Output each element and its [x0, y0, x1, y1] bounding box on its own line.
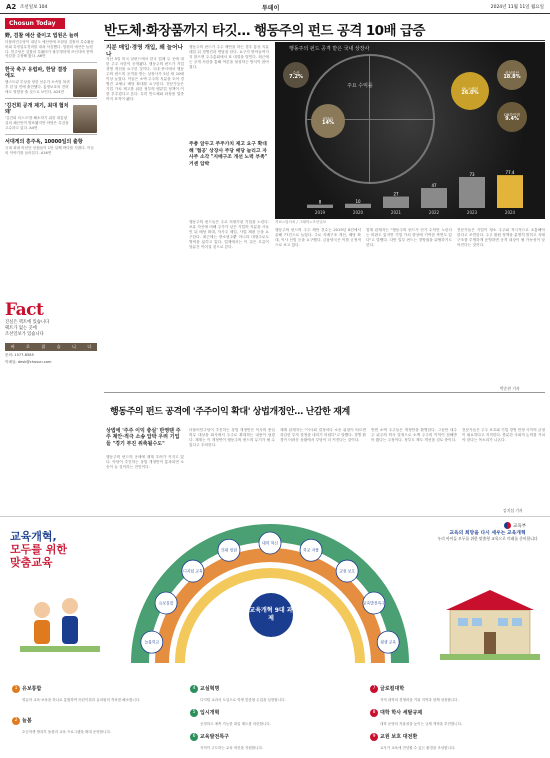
- company-bubble: [311, 104, 345, 138]
- article-column: 지난 5일 미국 알펀드에서 한국 업체 두 곳에 대한 주주 서한이 공개됐다. 행동주의 펀드가 기업 경영 개선을 요구한 것이다. 국내 증시에서 행동주의 펀드의 공격을 받는 상장사가 5년 새 10배 이상 늘었다. 이들은 소액 주주의 지분을 모아 경영진 교체나 배당 확대를 요구한다. 전문가들은 기업 가치 제고를 위한 정부의 밸류업 정책이 이를 부추겼다고 본다. 특히 반도체와 화장품 업종까지 표적이 됐다.: [106, 57, 184, 101]
- article-column: 행동주의 펀드가 주주 제안을 하는 경우 통상 지분 매입 뒤 경영진과 면담을 한다. 요구가 받아들여지지 않으면 주주총회에서 표 대결을 벌인다. 최근에는 공개 서한을 통해 여론을 형성하는 방식이 많아졌다.: [189, 45, 269, 69]
- fact-line: 진실은 펙트에 있습니다: [5, 320, 50, 325]
- main-headline: 반도체·화장품까지 타깃… 행동주의 펀드 공격 10배 급증: [104, 23, 425, 39]
- sidebar-item-title: 한국 축구 유럽파, 한달 결장에도: [5, 67, 67, 80]
- task-desc: 대학 운영의 자율성을 높이는 규제 개혁을 추진합니다.: [380, 722, 463, 726]
- task-item[interactable]: [370, 678, 540, 703]
- task-title: 교실혁명: [200, 686, 220, 692]
- chart-bar: [497, 175, 523, 208]
- section-name: 투데이: [262, 5, 280, 12]
- article-column: 재계 관계자는 "이사회 결정마다 소송 위험이 따르면 과감한 투자 결정을 내리기 어렵다"고 말했다. 경영 환경이 어려운 상황에서 부담이 더 커진다는 것이다.: [280, 428, 366, 442]
- article-column: 전문가들은 주주 보호와 기업 경영 안정 사이의 균형이 필요하다고 지적한다. 충분한 사회적 논의를 거쳐야 한다는 목소리가 나온다.: [462, 428, 545, 442]
- page-number: A2: [6, 3, 17, 11]
- bubble-value: 18.8%: [503, 74, 521, 80]
- task-number: 2: [12, 717, 20, 725]
- divider: [5, 62, 97, 63]
- ring-label: 주요 수익률: [347, 83, 373, 89]
- photo-caption: 자료=딥서치 / 그래픽=조선일보: [275, 220, 327, 224]
- ministry-name: 교육부: [513, 523, 527, 529]
- article-column: 행동주의 펀드의 주주 제안 건수는 2019년 8건에서 올해 77건으로 늘었다. 주로 지배구조 개선, 배당 확대, 이사 선임 등을 요구했다. 금융당국은 이를 긍정적으로 보고 있다.: [275, 228, 361, 247]
- task-item[interactable]: [190, 702, 360, 727]
- sidebar-item-title: 서대게의 흥주욕, 10000일의 출항: [5, 139, 83, 146]
- arc-item-label: 교권 보호: [339, 568, 356, 574]
- task-item[interactable]: [190, 726, 360, 751]
- bubble-value: 7.2%: [289, 74, 303, 80]
- sidebar-item[interactable]: [5, 67, 97, 94]
- fact-logo: Fact: [5, 300, 44, 320]
- sidebar-item-title: '김건희 공개 제기, 최대 협치 돼': [5, 103, 69, 116]
- ad-slogan-text: 우리 아이들 모두를 위한 맞춤형 교육으로 미래를 준비합니다: [437, 536, 538, 541]
- task-number: 9: [370, 733, 378, 741]
- bubble-name: 수산: [292, 70, 300, 75]
- contact-email[interactable]: 이메일: desk@chosun.com: [5, 359, 52, 364]
- byline: 김지섭 기자: [503, 508, 523, 513]
- chart-bar: [421, 188, 447, 208]
- task-item[interactable]: [370, 726, 540, 751]
- masthead: [0, 0, 550, 14]
- fact-promo: [5, 300, 97, 395]
- bubble-name: DB하이텍: [504, 112, 520, 117]
- chart-value-label: 47: [431, 183, 437, 189]
- company-bubble: [497, 60, 527, 90]
- bubble-value: 9.4%: [505, 116, 519, 122]
- arc-item-label: 의대 정원: [221, 547, 237, 553]
- thumbnail-image: [73, 105, 97, 133]
- task-desc: 지역 대학의 경쟁력을 키워 지역과 함께 성장합니다.: [380, 698, 459, 702]
- task-number: 8: [370, 709, 378, 717]
- article-headline: 행동주의 펀드 공격에 '주주이익 확대' 상법개정안… 난감한 재계: [110, 407, 350, 417]
- task-desc: 지역이 주도하는 교육 혁신을 지원합니다.: [200, 746, 264, 750]
- task-desc: 공정하고 예측 가능한 대입 제도를 마련합니다.: [200, 722, 271, 726]
- chart-category-label: 2021: [390, 210, 402, 215]
- divider: [5, 134, 97, 135]
- fact-line: 팩트가 없는 곳에: [5, 326, 37, 331]
- center-badge: 교육개혁 9대 과제: [249, 593, 293, 637]
- contact-phone: 문의: 1577-8585: [5, 353, 34, 357]
- sidebar-item-body: '김건희 리스크'를 해소하기 위한 대통령실의 쇄신안이 발표됐지만 야당은 특검을 고수하고 있다. A4면: [5, 116, 69, 130]
- task-desc: 교사가 교육에 전념할 수 있는 환경을 조성합니다.: [380, 746, 456, 750]
- ad-title-line: 모두를 위한: [10, 543, 67, 556]
- sidebar-item-title: 野, 검찰 예산 줄이고 법원은 늘려: [5, 33, 79, 39]
- task-title: 입시개혁: [200, 710, 220, 716]
- ad-slogan-bold: 교육의 희망을 다시 세우는 교육개혁: [449, 531, 526, 536]
- task-title: 대학 학사 세탈규제: [380, 710, 423, 716]
- sidebar-item[interactable]: [5, 139, 97, 156]
- article-column: 반면 소액 주주들은 개정안을 환영한다. 그동안 대주주 위주의 의사 결정으로 소액 주주의 이익이 침해받아 왔다는 주장이다. 정부도 제도 개선을 검토 중이다.: [371, 428, 457, 442]
- ad-title-line: 맞춤교육: [10, 556, 53, 569]
- company-bubble: [283, 62, 309, 88]
- article-subhead: 지분 매입·경영 개입, 왜 늘어나나: [106, 45, 183, 58]
- arc-item-label: 대학 혁신: [262, 540, 278, 546]
- chart-value-label: 77.4: [505, 170, 515, 176]
- thumbnail-image: [73, 69, 97, 97]
- arc-item-label: 유보통합: [158, 600, 174, 606]
- fact-line: 조선일보가 있습니다: [5, 332, 44, 337]
- task-desc: 디지털 교과서 도입으로 학생 맞춤형 수업을 실현합니다.: [200, 698, 286, 702]
- sidebar-header: Chosun Today: [5, 18, 65, 29]
- task-number: 5: [190, 709, 198, 717]
- sidebar-item[interactable]: [5, 33, 97, 59]
- sidebar-item-body: 국내 최대 어선단 선원들이 1만 일째 바다를 지켰다. 이들의 이야기를 들어본다. A16면: [5, 146, 94, 155]
- chart-value-label: 10: [355, 198, 361, 204]
- task-title: 유보통합: [22, 686, 42, 692]
- chart-category-label: 2020: [352, 210, 364, 215]
- bar-chart: [295, 170, 535, 216]
- subscribe-char: 니: [72, 344, 76, 349]
- divider: [5, 98, 97, 99]
- chart-value-label: 27: [393, 191, 399, 197]
- article-column: 업계 관계자는 "행동주의 펀드가 단기 수익만 노린다는 비판도 있지만 기업 가치 향상에 기여한 측면도 있다"고 말했다. 다만 일부 펀드는 경영권을 위협하기도 한다.: [366, 228, 452, 247]
- reform-task-list: [0, 674, 550, 758]
- chart-category-label: 2019: [314, 210, 326, 215]
- task-number: 1: [12, 685, 20, 693]
- chart-category-label: 2023: [466, 210, 478, 215]
- task-title: 글로컬대학: [380, 686, 405, 692]
- task-number: 4: [190, 685, 198, 693]
- task-desc: 영유아 교육·보육을 하나로 통합하여 어린이집과 유치원의 격차를 해소합니다.: [22, 698, 141, 702]
- chart-category-label: 2024: [504, 210, 516, 215]
- subscribe-char: 습: [56, 344, 61, 349]
- school-building-illustration: [440, 580, 540, 660]
- ad-title-line: 교육개혁,: [10, 530, 57, 543]
- arc-item-label: 학교 자율: [303, 547, 319, 553]
- scope-illustration: [275, 42, 545, 219]
- sidebar-item-body: 더불어민주당이 내년도 예산안에 포함된 검찰의 특수활동비와 특정업무경비를 대폭 삭감했다. 법원의 예산은 늘렸다. 민주당은 검찰의 특활비가 불투명하게 쓰인다며 전액 삭감을 주장해 왔다. A6면: [5, 40, 95, 59]
- subscribe-char: 바: [10, 344, 15, 349]
- arc-item-label: 교육발전특구: [362, 600, 385, 606]
- chart-bar: [307, 205, 333, 208]
- article-column: 행동주의 펀드들은 주로 저평가된 기업을 노린다. 보유 자산에 비해 주가가 낮은 기업의 지분을 사들인 뒤 배당 확대, 자사주 매입, 사업 재편 등을 요구한다. 최근에는 중소형주뿐 아니라 대형주로도 영역을 넓히고 있다. 업계에서는 이 같은 흐름이 당분간 이어질 것으로 본다.: [189, 220, 269, 249]
- ministry-emblem-icon: [504, 522, 511, 529]
- article-subhead: 상법에 '주주 이익 충실' 반영땐 주주 제안·적극 소송 압박 우려 기업들 "경기 부진 위축될수도": [106, 428, 181, 447]
- ministry-logo: [504, 522, 526, 529]
- task-item[interactable]: [12, 678, 182, 703]
- divider: [104, 40, 545, 41]
- issue-date: 2024년 11월 11일 월요일: [490, 5, 544, 10]
- bubble-name: SK 스퀘어: [461, 86, 479, 91]
- paper-name: 조선일보 104: [20, 5, 48, 10]
- subscribe-char: 잡: [41, 344, 46, 349]
- subscribe-char: 로: [26, 344, 30, 349]
- chart-title: 행동주의 펀드 공격 받은 국내 상장사: [289, 46, 370, 52]
- chart-bar: [345, 204, 371, 208]
- task-number: 7: [370, 685, 378, 693]
- chart-bar: [459, 177, 485, 208]
- article-column: 더불어민주당이 추진하는 상법 개정안은 이사의 충실 의무 대상을 회사에서 주주로 확대하는 내용이 담겼다. 재계는 이 개정안이 행동주의 펀드의 무기가 될 수 있다고 우려한다.: [189, 428, 275, 447]
- task-title: 늘봄: [22, 718, 32, 724]
- divider: [104, 392, 545, 393]
- task-title: 교육발전특구: [200, 734, 229, 740]
- task-desc: 초등학생 방과후 돌봄과 교육 프로그램을 확대 운영합니다.: [22, 730, 111, 734]
- arc-item-label: 평생 교육: [380, 639, 397, 645]
- byline: 박순찬 기자: [500, 386, 520, 391]
- company-bubble: [497, 102, 527, 132]
- chart-value-label: 73: [469, 171, 475, 177]
- bubble-value: 14%: [322, 120, 334, 126]
- bubble-name: 삼성물산: [505, 70, 519, 75]
- sidebar-item[interactable]: [5, 103, 97, 130]
- chart-category-label: 2022: [428, 210, 440, 215]
- task-number: 6: [190, 733, 198, 741]
- task-title: 교원 보호 대전환: [380, 734, 418, 740]
- arc-item-label: 늘봄학교: [144, 639, 160, 645]
- ad-title: [10, 530, 100, 569]
- sidebar-item-body: 햄스트링 부상을 당한 선수가 소속팀 복귀 후 한 달 만에 출전했다. 홍명보호의 전력에도 영향을 줄 것으로 보인다. A24면: [5, 80, 70, 94]
- chart-value-label: 8: [318, 199, 322, 205]
- article-column: 전문가들은 기업이 평소 주주와 적극적으로 소통해야 한다고 조언한다. 주주 환원 정책을 분명히 밝히고 지배구조를 투명하게 운영하면 공격 대상이 될 가능성이 낮아진다는 것이다.: [457, 228, 545, 247]
- company-bubble: [451, 72, 489, 110]
- task-item[interactable]: [190, 678, 360, 703]
- arc-item-label: 디지털 교육: [183, 568, 203, 574]
- chart-bar: [383, 197, 409, 208]
- task-item[interactable]: [12, 710, 182, 735]
- article-subhead: 주총 앞두고 주주가치 제고 요구 확대해 '협공' 상장사 주당 배당 늘리고 자사주 소각 "지배구조 개선 노력 부족" 거센 압박: [189, 142, 268, 167]
- children-illustration: [20, 580, 100, 660]
- bubble-name: KT&G: [323, 116, 333, 121]
- subscribe-bar[interactable]: [5, 343, 97, 351]
- subscribe-char: 다: [87, 344, 92, 349]
- bubble-value: 26.0%: [461, 90, 479, 96]
- task-item[interactable]: [370, 702, 540, 727]
- article-column: 행동주의 펀드의 공세에 재계 우려가 커지고 있다. 야당이 추진하는 상법 개정안이 통과되면 소송이 늘 것이라는 전망이다.: [106, 455, 184, 469]
- ad-slogan: [430, 530, 545, 541]
